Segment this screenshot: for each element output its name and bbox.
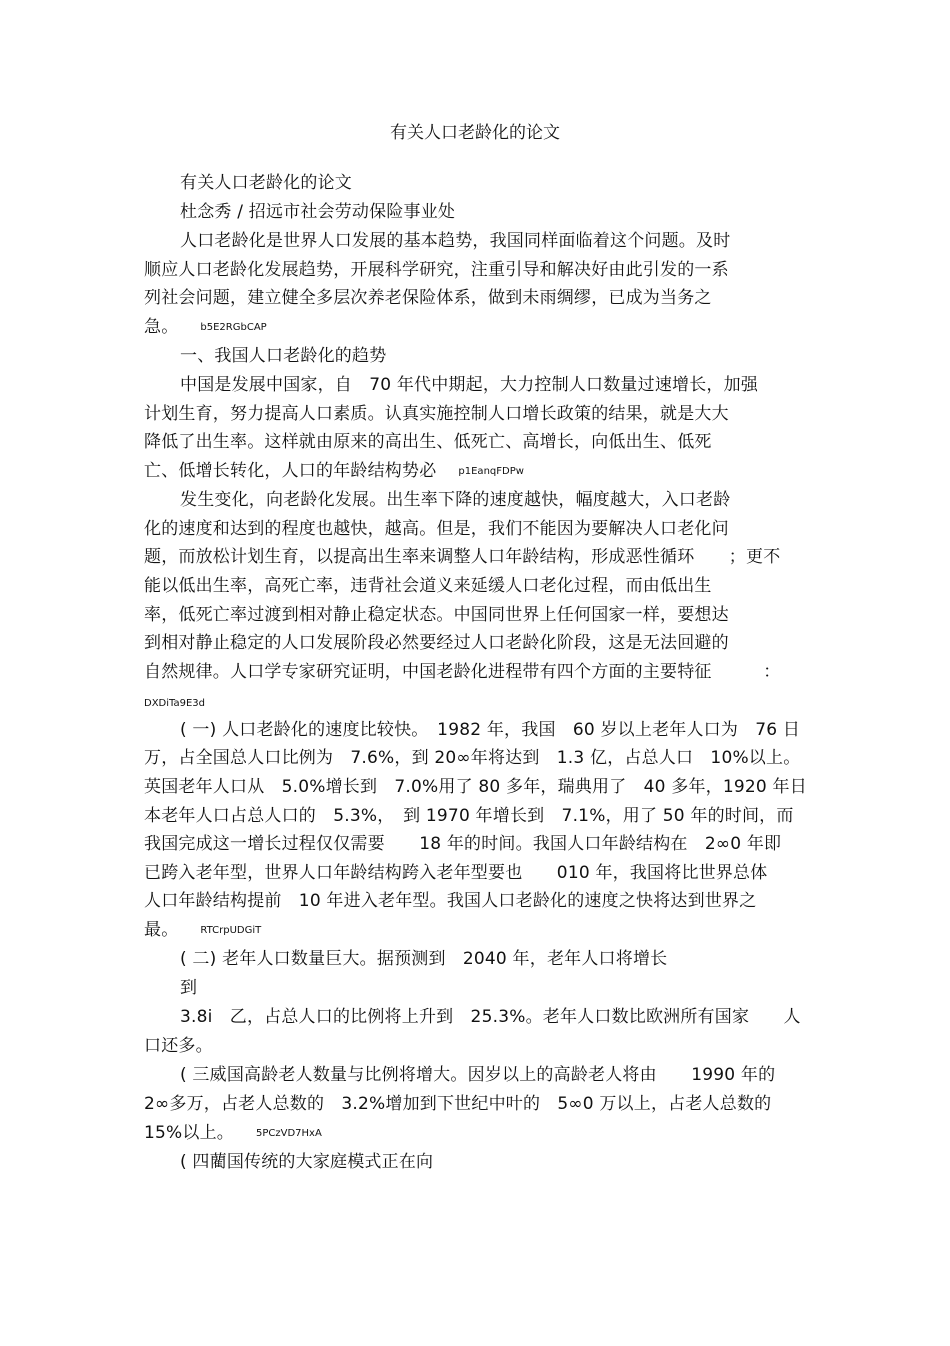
paragraph-line: ( 一) 人口老龄化的速度比较快。 1982 年，我国 60 岁以上老年人口为 76 日 bbox=[180, 720, 801, 740]
paragraph-line-text: 亡、低增长转化，人口的年龄结构势必 bbox=[144, 461, 437, 481]
paragraph-line: 英国老年人口从 5.0%增长到 7.0%用了 80 多年，瑞典用了 40 多年，1920 年日 bbox=[144, 777, 807, 797]
paragraph-line: 人口年龄结构提前 10 年进入老年型。我国人口老龄化的速度之快将达到世界之 bbox=[144, 891, 757, 911]
paragraph-line-text: 最。 bbox=[144, 920, 179, 940]
paragraph-line: 能以低出生率，高死亡率，违背社会道义来延缓人口老化过程，而由低出生 bbox=[144, 576, 712, 596]
paragraph-line: 化的速度和达到的程度也越快，越高。但是，我们不能因为要解决人口老化问 bbox=[144, 519, 729, 539]
paragraph-line: 率，低死亡率过渡到相对静止稳定状态。中国同世界上任何国家一样，要想达 bbox=[144, 605, 729, 625]
paragraph-line: 题，而放松计划生育，以提高出生率来调整人口年龄结构，形成恶性循环 ；更不 bbox=[144, 547, 781, 567]
paragraph-line-text: 15%以上。 bbox=[144, 1123, 234, 1143]
section-heading: 一、我国人口老龄化的趋势 bbox=[180, 346, 387, 366]
paragraph-line-with-code bbox=[144, 918, 261, 943]
paragraph-line-with-code bbox=[144, 459, 524, 484]
intro-line: 人口老龄化是世界人口发展的基本趋势，我国同样面临着这个问题。及时 bbox=[180, 231, 731, 251]
reference-code: b5E2RGbCAP bbox=[200, 322, 267, 333]
document-title: 有关人口老龄化的论文 bbox=[390, 123, 560, 143]
paragraph-line: 中国是发展中国家，自 70 年代中期起，大力控制人口数量过速增长，加强 bbox=[180, 375, 759, 395]
reference-code: DXDiTa9E3d bbox=[144, 698, 206, 709]
paragraph-line: 我国完成这一增长过程仅仅需要 18 年的时间。我国人口年龄结构在 2∞0 年即 bbox=[144, 834, 782, 854]
reference-code: p1EanqFDPw bbox=[458, 466, 524, 477]
paragraph-line: ( 四藺国传统的大家庭模式正在向 bbox=[180, 1152, 434, 1172]
paragraph-line: 发生变化，向老龄化发展。出生率下降的速度越快，幅度越大，入口老龄 bbox=[180, 490, 731, 510]
intro-line-text: 急。 bbox=[144, 317, 179, 337]
reference-code: RTCrpUDGiT bbox=[200, 925, 262, 936]
paragraph-line: 计划生育，努力提高人口素质。认真实施控制人口增长政策的结果，就是大大 bbox=[144, 404, 729, 424]
paragraph-line: 口还多。 bbox=[144, 1036, 213, 1056]
paragraph-line-with-code bbox=[144, 1121, 322, 1146]
paragraph-line: 到相对静止稳定的人口发展阶段必然要经过人口老龄化阶段，这是无法回避的 bbox=[144, 633, 729, 653]
paragraph-line: 到 bbox=[180, 978, 198, 998]
paragraph-line: 降低了出生率。这样就由原来的高出生、低死亡、高增长，向低出生、低死 bbox=[144, 432, 712, 452]
paragraph-line: 万，占全国总人口比例为 7.6%，到 20∞年将达到 1.3 亿，占总人口 10%以上。 bbox=[144, 748, 801, 768]
paragraph-line: 已跨入老年型，世界人口年龄结构跨入老年型要也 010 年，我国将比世界总体 bbox=[144, 863, 768, 883]
paragraph-line: ( 二) 老年人口数量巨大。据预测到 2040 年，老年人口将增长 bbox=[180, 949, 668, 969]
subtitle: 有关人口老龄化的论文 bbox=[180, 173, 352, 193]
reference-code: 5PCzVD7HxA bbox=[256, 1128, 322, 1139]
paragraph-line: ( 三威国高龄老人数量与比例将增大。因岁以上的高龄老人将由 1990 年的 bbox=[180, 1065, 776, 1085]
paragraph-line: 本老年人口占总人口的 5.3%， 到 1970 年增长到 7.1%，用了 50 年的时间，而 bbox=[144, 806, 794, 826]
intro-line: 顺应人口老龄化发展趋势，开展科学研究，注重引导和解决好由此引发的一系 bbox=[144, 260, 729, 280]
author-line: 杜念秀 / 招远市社会劳动保险事业处 bbox=[180, 202, 456, 222]
paragraph-line: 3.8i 乙，占总人口的比例将上升到 25.3%。老年人口数比欧洲所有国家 人 bbox=[180, 1007, 801, 1027]
intro-line-with-code bbox=[144, 315, 267, 340]
paragraph-line: 2∞多万，占老人总数的 3.2%增加到下世纪中叶的 5∞0 万以上，占老人总数的 bbox=[144, 1094, 772, 1114]
paragraph-line: 自然规律。人口学专家研究证明，中国老龄化进程带有四个方面的主要特征 ： bbox=[144, 662, 781, 682]
intro-line: 列社会问题，建立健全多层次养老保险体系，做到未雨绸缪，已成为当务之 bbox=[144, 288, 712, 308]
